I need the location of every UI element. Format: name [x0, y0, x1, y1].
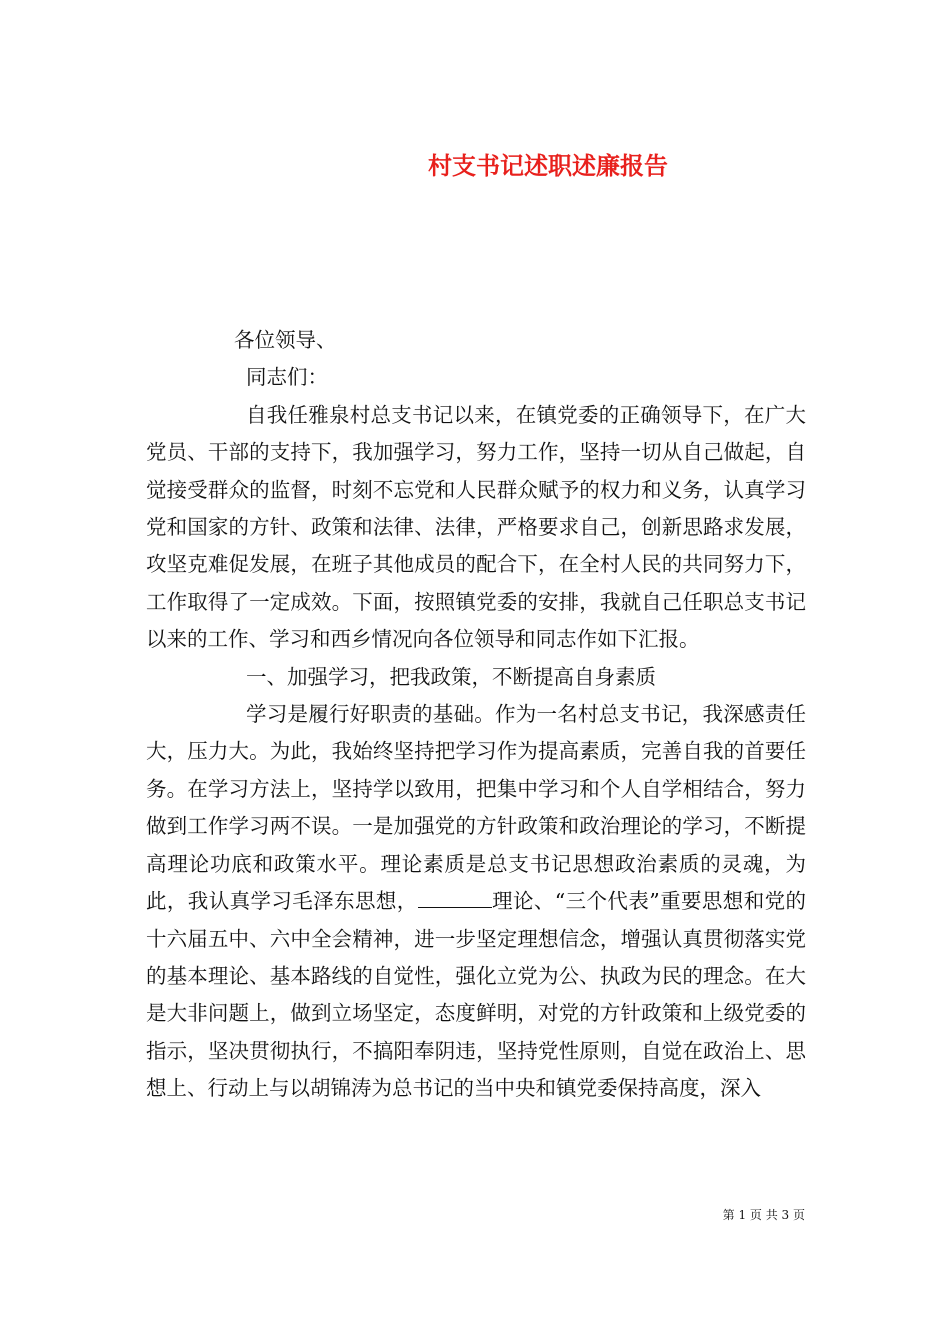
salutation-leaders: 各位领导、	[234, 328, 337, 352]
section-paragraph-1-part1: 学习是履行好职责的基础。作为一名村总支书记，我深感责任大，压力大。为此，我始终坚持把学习作为提高素质，完善自我的首要任务。在学习方法上，坚持学以致用，把集中学习和个人自学相结合，努力做到工作学习两不误。一是加强党的方针政策和政治理论的学习，不断提高理论功底和政策水平。理论素质是总支书记思想政治素质的灵魂，为此，我认真学习毛泽东思想，	[146, 702, 806, 914]
section-paragraph-1-part2: 理论、“三个代表”重要思想和党的十六届五中、六中全会精神，进一步坚定理想信念，增强认真贯彻落实党的基本理论、基本路线的自觉性，强化立党为公、执政为民的理念。在大是大非问题上，做到立场坚定，态度鲜明，对党的方针政策和上级党委的指示，坚决贯彻执行，不搞阳奉阴违，坚持党性原则，自觉在政治上、思想上、行动上与以胡锦涛为总书记的当中央和镇党委保持高度，深入	[146, 889, 806, 1101]
page-footer: 第 1 页 共 3 页	[722, 1208, 805, 1222]
section-paragraph-1	[146, 696, 806, 1107]
intro-paragraph: 自我任雅泉村总支书记以来，在镇党委的正确领导下，在广大党员、干部的支持下，我加强学习，努力工作，坚持一切从自己做起，自觉接受群众的监督，时刻不忘党和人民群众赋予的权力和义务，认真学习党和国家的方针、政策和法律、法律，严格要求自己，创新思路求发展，攻坚克难促发展，在班子其他成员的配合下，在全村人民的共同努力下，工作取得了一定成效。下面，按照镇党委的安排，我就自己任职总支书记以来的工作、学习和西乡情况向各位领导和同志作如下汇报。	[146, 402, 806, 652]
section-heading-1: 一、加强学习，把我政策，不断提高自身素质	[246, 664, 656, 689]
salutation-comrades: 同志们：	[246, 365, 328, 390]
document-title: 村支书记述职述廉报告	[428, 151, 668, 181]
blank-underline	[418, 889, 492, 908]
document-body	[146, 322, 806, 1108]
